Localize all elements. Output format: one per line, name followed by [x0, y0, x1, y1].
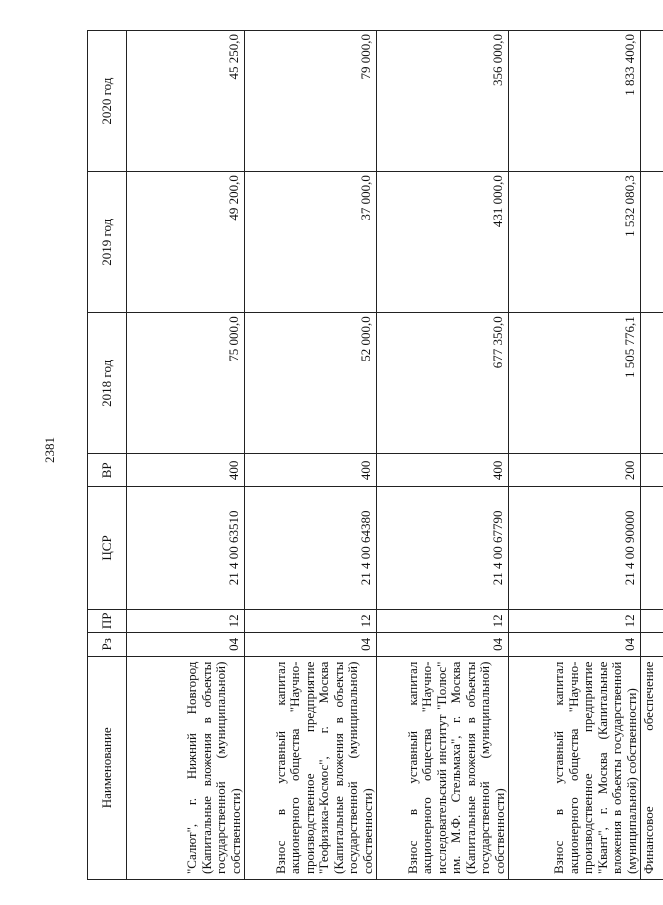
row-vr: 200: [509, 454, 641, 487]
row-2019: 49 200,0: [127, 172, 245, 313]
row-vr: [641, 454, 663, 487]
budget-table: [87, 30, 663, 880]
row-vr: 400: [377, 454, 509, 487]
row-rz: 04: [245, 633, 377, 657]
row-name: "Салют", г. Нижний Новгород (Капитальные вложения в объекты государственной (муниципальной) собственности): [127, 656, 245, 879]
table-header-row: [88, 31, 127, 880]
header-pr: ПР: [88, 609, 127, 633]
header-vr: ВР: [88, 454, 127, 487]
row-2020: 1 833 400,0: [509, 31, 641, 172]
header-2019: 2019 год: [88, 172, 127, 313]
header-csr: ЦСР: [88, 487, 127, 609]
row-2020: 79 000,0: [245, 31, 377, 172]
row-2020: [641, 31, 663, 172]
table-row: [377, 31, 509, 880]
table-row: [641, 31, 663, 880]
table-row: [509, 31, 641, 880]
header-rz: Рз: [88, 633, 127, 657]
row-2019: 1 532 080,3: [509, 172, 641, 313]
row-2019: [641, 172, 663, 313]
table-row: [127, 31, 245, 880]
row-name: Взнос в уставный капитал акционерного общества "Научно-исследовательский институт "Полюс" им. М.Ф. Стельмаха", г. Москва (Капитальные вложения в объекты государственной (муниципальной) собственности): [377, 656, 509, 879]
row-name: Взнос в уставный капитал акционерного общества "Научно-производственное предприятие "Геофизика-Космос", г. Москва (Капитальные вложения в объекты государственной (муниципальной) собственности): [245, 656, 377, 879]
row-vr: 400: [245, 454, 377, 487]
row-2020: 45 250,0: [127, 31, 245, 172]
row-csr: 21 4 00 64380: [245, 487, 377, 609]
rotated-page-content: [87, 30, 656, 880]
header-2018: 2018 год: [88, 313, 127, 454]
table-row: [245, 31, 377, 880]
row-csr: 21 4 00 67790: [377, 487, 509, 609]
row-2020: 356 000,0: [377, 31, 509, 172]
row-name: Финансовое обеспечение: [641, 656, 663, 879]
row-pr: 12: [377, 609, 509, 633]
row-2018: 677 350,0: [377, 313, 509, 454]
row-name: Взнос в уставный капитал акционерного общества "Научно-производственное предприятие "Квант", г. Москва (Капитальные вложения в объекты государственной (муниципальной) собственности): [509, 656, 641, 879]
row-2019: 431 000,0: [377, 172, 509, 313]
row-csr: [641, 487, 663, 609]
row-rz: [641, 633, 663, 657]
row-2018: 52 000,0: [245, 313, 377, 454]
row-2018: 75 000,0: [127, 313, 245, 454]
row-rz: 04: [509, 633, 641, 657]
row-vr: 400: [127, 454, 245, 487]
row-rz: 04: [377, 633, 509, 657]
row-csr: 21 4 00 90000: [509, 487, 641, 609]
row-2019: 37 000,0: [245, 172, 377, 313]
page-number: 2381: [42, 437, 57, 463]
row-pr: [641, 609, 663, 633]
row-2018: [641, 313, 663, 454]
row-pr: 12: [509, 609, 641, 633]
row-pr: 12: [127, 609, 245, 633]
row-pr: 12: [245, 609, 377, 633]
row-csr: 21 4 00 63510: [127, 487, 245, 609]
row-2018: 1 505 776,1: [509, 313, 641, 454]
header-name: Наименование: [88, 656, 127, 879]
header-2020: 2020 год: [88, 31, 127, 172]
row-rz: 04: [127, 633, 245, 657]
